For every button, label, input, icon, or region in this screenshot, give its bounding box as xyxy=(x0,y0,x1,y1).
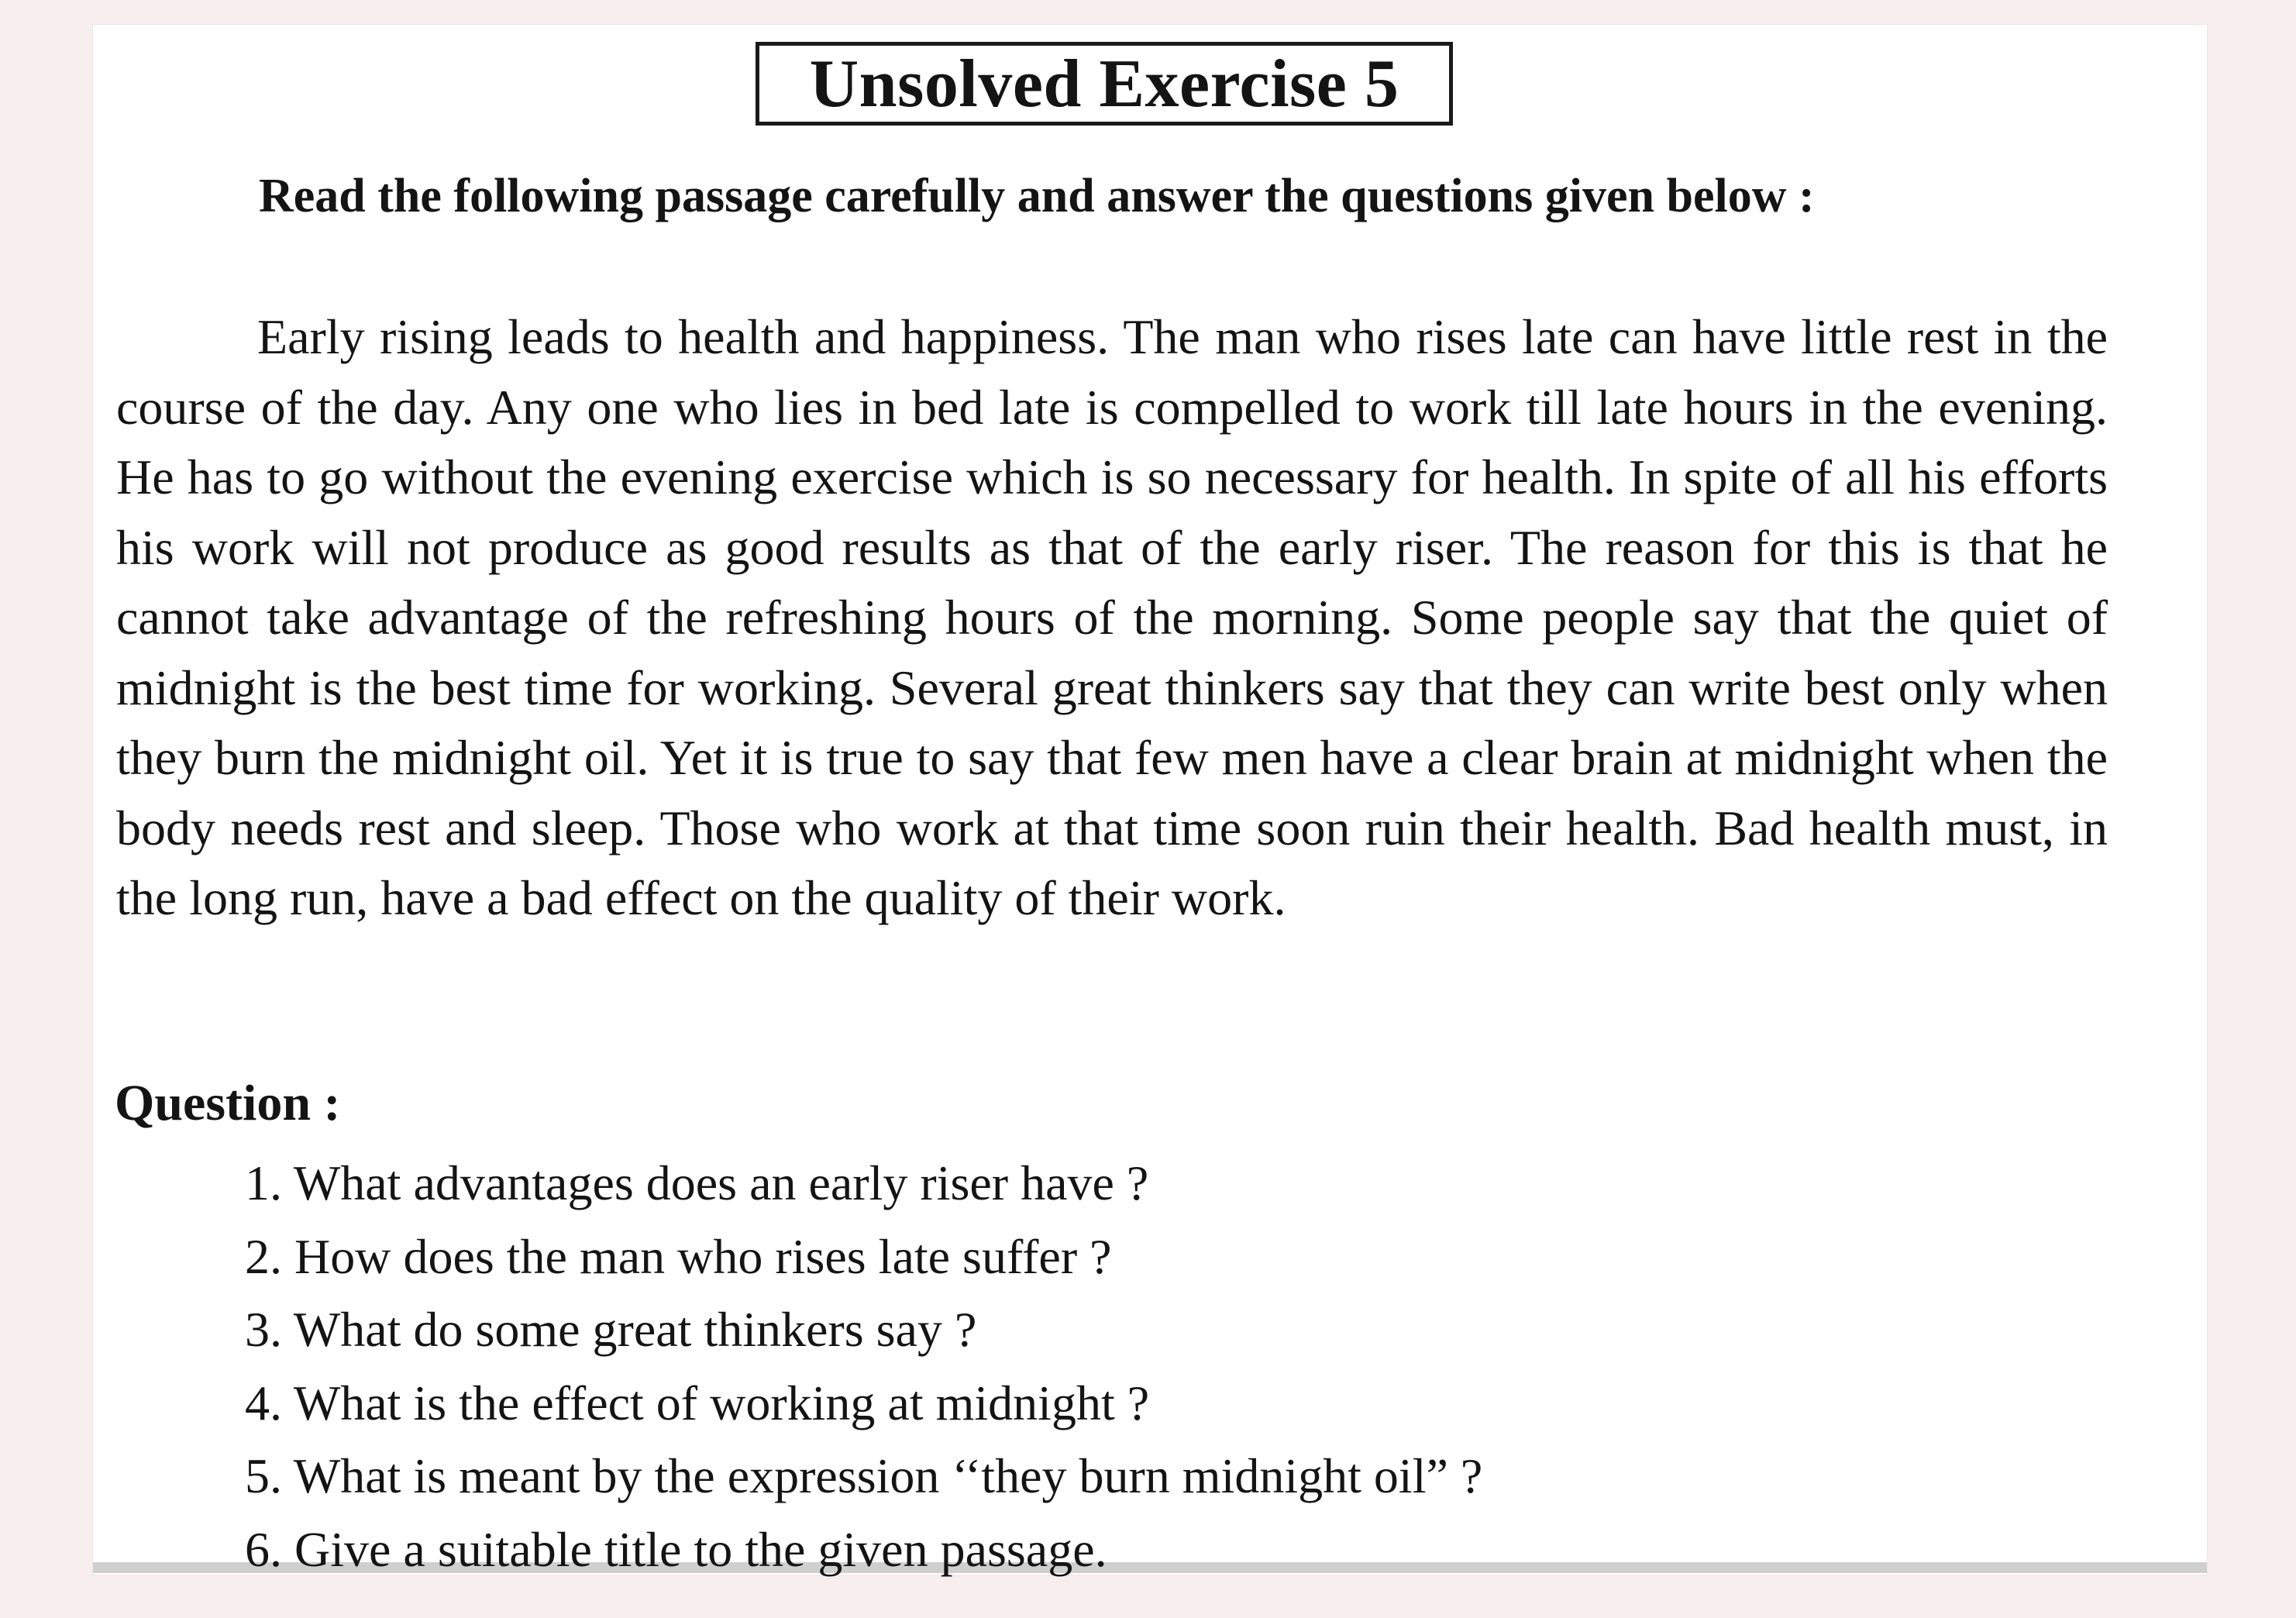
exercise-title-box xyxy=(756,42,1453,126)
question-item: 6. Give a suitable title to the given passage. xyxy=(245,1521,1107,1577)
question-item: 5. What is meant by the expression ‘‘they burn midnight oil” ? xyxy=(245,1448,1483,1503)
questions-heading: Question : xyxy=(115,1075,341,1131)
passage-text: Early rising leads to health and happiness. The man who rises late can have little rest in the course of the day. Any one who lies in bed late is compelled to work till late hours in the evening. He has to go without the evening exercise which is so necessary for health. In spite of all his efforts his work will not produce as good results as that of the early riser. The reason for this is that he cannot take advantage of the refreshing hours of the morning. Some people say that the quiet of midnight is the best time for working. Several great thinkers say that they can write best only when they burn the midnight oil. Yet it is true to say that few men have a clear brain at midnight when the body needs rest and sleep. Those who work at that time soon ruin their health. Bad health must, in the long run, have a bad effect on the quality of their work. xyxy=(116,309,2108,925)
instruction-text: Read the following passage carefully and answer the questions given below : xyxy=(259,170,1815,222)
question-item: 3. What do some great thinkers say ? xyxy=(245,1302,977,1357)
question-list xyxy=(245,1147,2027,1586)
question-item: 1. What advantages does an early riser have ? xyxy=(245,1155,1149,1210)
exercise-title: Unsolved Exercise 5 xyxy=(809,46,1399,122)
question-item: 2. How does the man who rises late suffer ? xyxy=(245,1228,1112,1284)
question-item: 4. What is the effect of working at midnight ? xyxy=(245,1375,1150,1430)
